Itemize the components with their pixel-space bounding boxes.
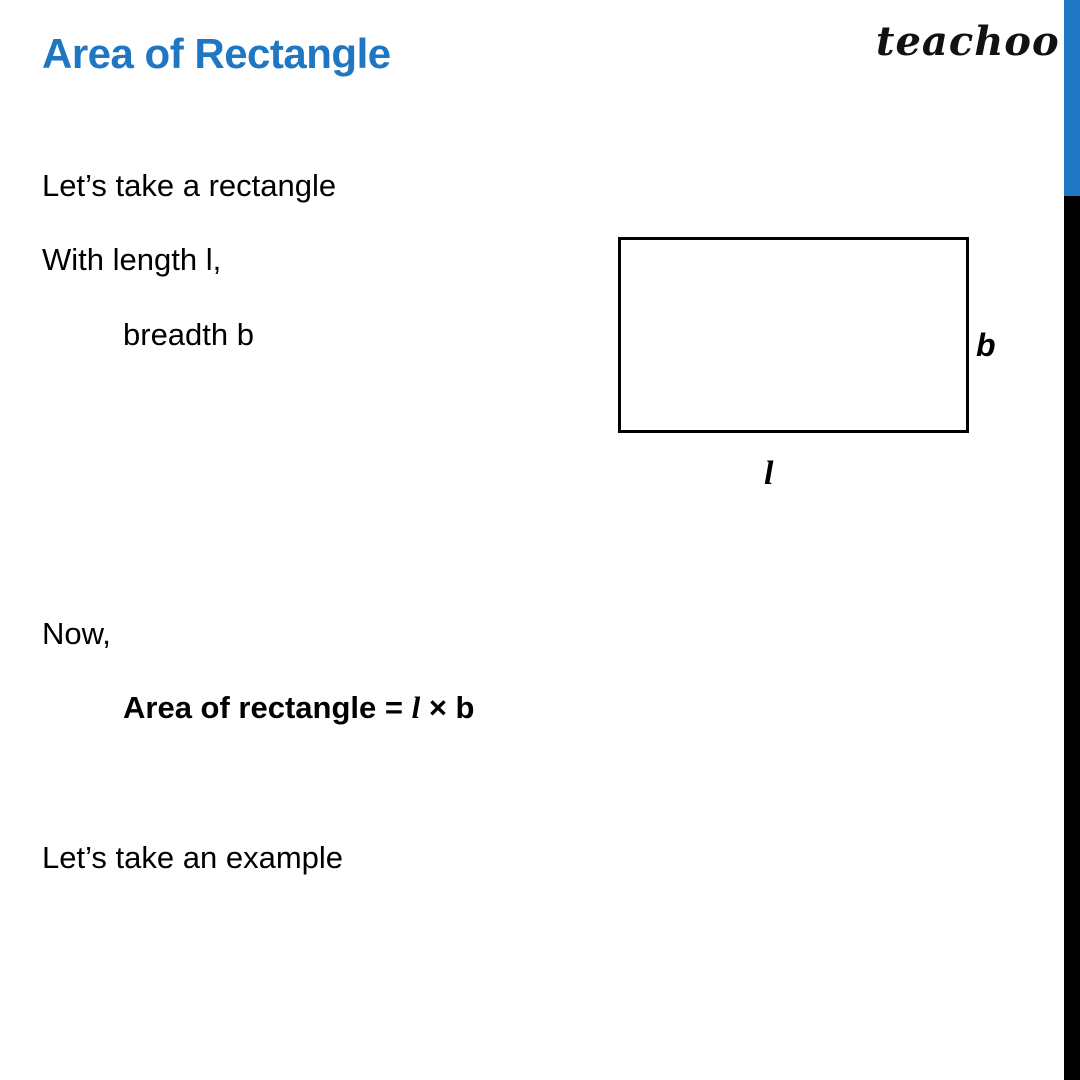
edge-bar-accent	[1064, 0, 1080, 196]
breadth-line: breadth b	[123, 317, 254, 352]
page-title: Area of Rectangle	[42, 30, 391, 77]
breadth-label: b	[976, 327, 996, 363]
rectangle-diagram	[618, 237, 969, 433]
area-formula	[123, 688, 474, 728]
intro-line: Let’s take a rectangle	[42, 168, 337, 203]
formula-suffix: × b	[420, 690, 475, 725]
length-line: With length l,	[42, 242, 222, 277]
now-line: Now,	[42, 616, 111, 651]
formula-prefix: Area of rectangle =	[123, 690, 412, 725]
formula-variable-l: l	[411, 690, 421, 725]
length-label: l	[764, 455, 774, 492]
teachoo-logo: teachoo	[876, 18, 1060, 65]
example-line: Let’s take an example	[42, 840, 344, 875]
